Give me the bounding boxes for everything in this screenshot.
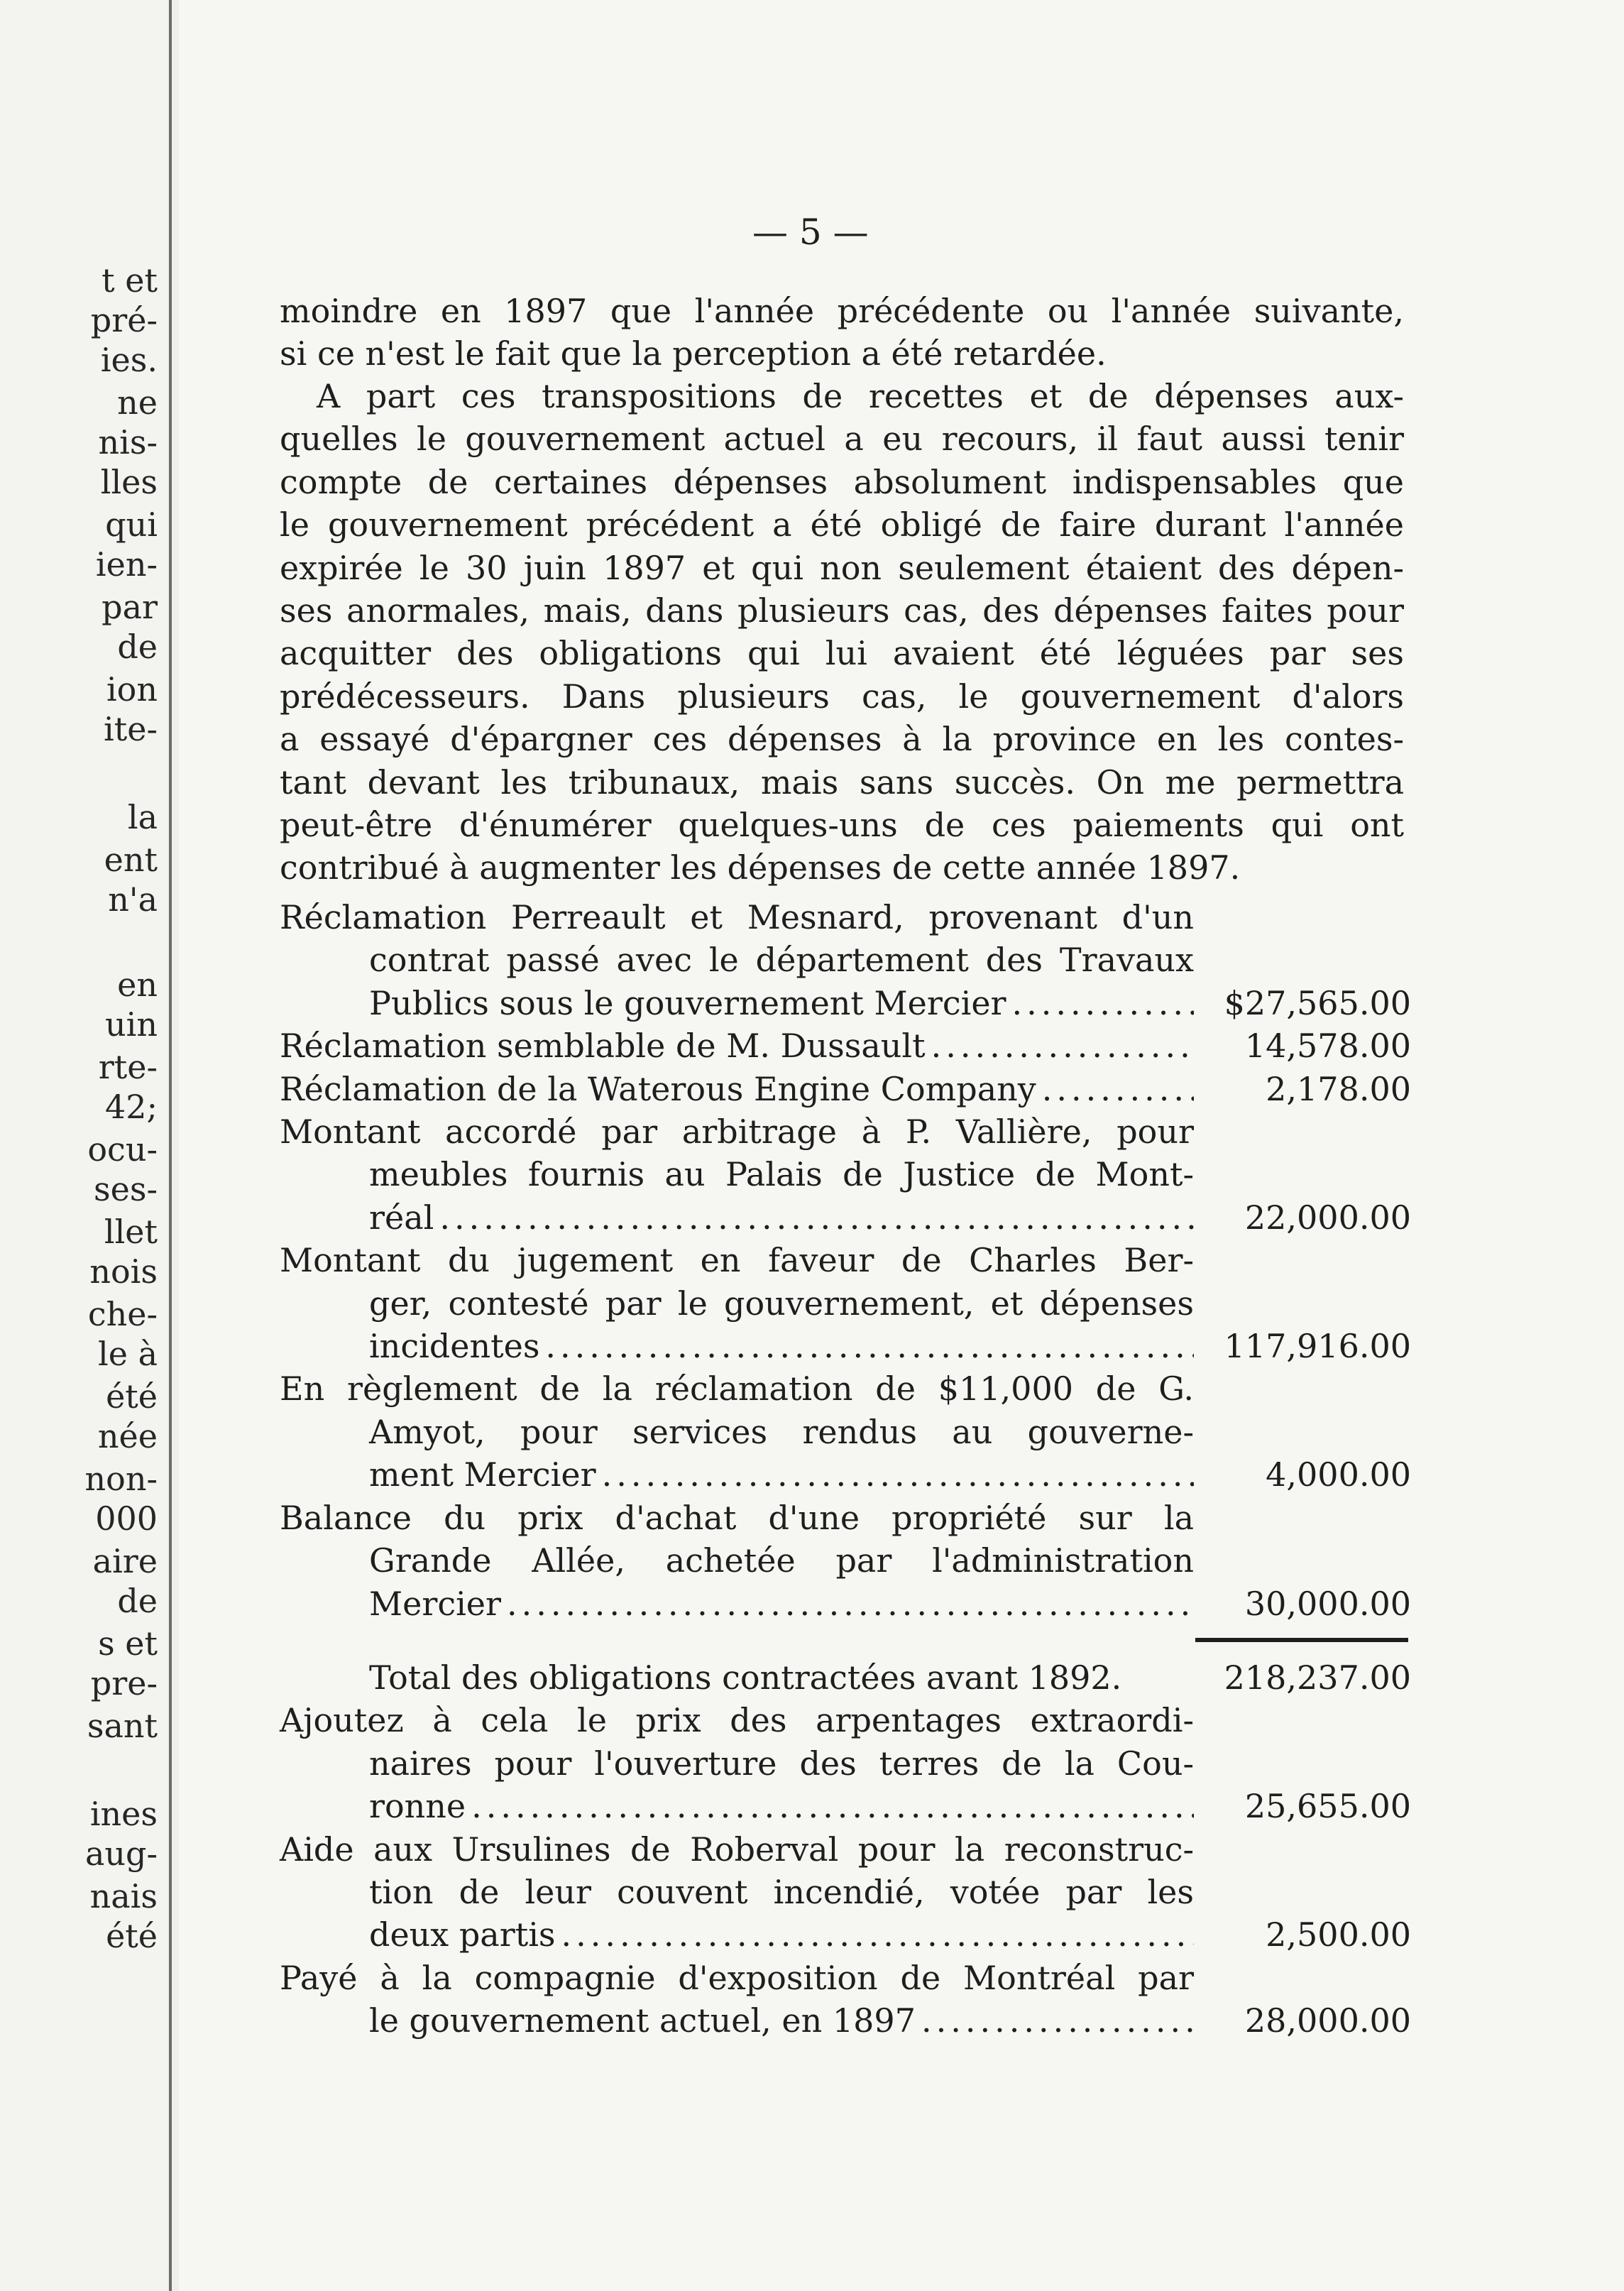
facing-page-word: non-: [84, 1460, 158, 1498]
facing-page-word: été: [106, 1377, 158, 1416]
text-line: ses anormales, mais, dans plusieurs cas, des dépenses faites pour: [280, 591, 1404, 630]
text-line: tant devant les tribunaux, mais sans succès. On me permettra: [280, 762, 1404, 802]
ledger-entry: [280, 1110, 1411, 1239]
entry-line: meubles fournis au Palais de Justice de Mont-: [369, 1155, 1194, 1194]
dot-leader: [434, 1196, 1194, 1239]
entry-amount: 28,000.00: [1244, 2001, 1411, 2040]
facing-page-word: qui: [105, 505, 158, 544]
facing-page-word: ent: [104, 841, 158, 879]
entry-amount: 2,178.00: [1266, 1069, 1411, 1108]
text-line: contribué à augmenter les dépenses de cette année 1897.: [280, 848, 1241, 887]
entry-line: contrat passé avec le département des Travaux: [369, 941, 1194, 980]
binding-gutter: [169, 0, 172, 2291]
entry-description: [280, 1699, 1194, 1827]
page-number: — 5 —: [752, 212, 869, 253]
entry-description: [280, 1957, 1194, 2043]
total-label: Total des obligations contractées avant 1892.: [369, 1658, 1122, 1697]
entry-line: tion de leur couvent incendié, votée par les: [369, 1872, 1194, 1911]
facing-page-word: ion: [106, 670, 158, 709]
facing-page-word: aire: [92, 1542, 158, 1580]
text-line: expirée le 30 juin 1897 et qui non seulement étaient des dépen-: [280, 548, 1404, 587]
entry-line: Ajoutez à cela le prix des arpentages extraordi-: [280, 1701, 1194, 1740]
entry-line: Montant accordé par arbitrage à P. Vallière, pour: [280, 1112, 1194, 1152]
facing-page-word: ite-: [104, 710, 158, 748]
facing-page-word: lles: [100, 463, 158, 501]
entry-line-text: Mercier: [369, 1584, 501, 1623]
entry-description: [280, 896, 1194, 1024]
facing-page-word: été: [106, 1917, 158, 1955]
entry-description: [280, 1828, 1194, 1957]
facing-page-word: de: [117, 628, 158, 666]
facing-page-word: rte-: [98, 1048, 158, 1086]
entry-line: [280, 1999, 1194, 2042]
text-line: peut-être d'énumérer quelques-uns de ces paiements qui ont: [280, 806, 1404, 845]
entry-amount: $27,565.00: [1224, 983, 1411, 1022]
facing-page-word: llet: [104, 1213, 158, 1251]
paragraph-main: [280, 375, 1404, 890]
facing-page-word: ies.: [100, 341, 158, 379]
facing-page-word: pré-: [90, 301, 158, 339]
entry-line: [280, 1325, 1194, 1367]
dot-leader: [926, 1024, 1194, 1067]
ledger-entry: [280, 1239, 1411, 1367]
text-line: quelles le gouvernement actuel a eu recours, il faut aussi tenir: [280, 420, 1404, 459]
entry-line: [280, 1913, 1194, 1956]
total-rule-wrap: [280, 1625, 1411, 1656]
entry-description: [280, 1024, 1194, 1067]
entry-line: Balance du prix d'achat d'une propriété sur la: [280, 1498, 1194, 1537]
dot-leader: [466, 1785, 1194, 1827]
facing-page-word: 000: [95, 1499, 158, 1538]
entry-line: Payé à la compagnie d'exposition de Montréal par: [280, 1958, 1194, 1997]
text-line: A part ces transpositions de recettes et de dépenses aux-: [317, 377, 1404, 415]
entry-description: [280, 1239, 1194, 1367]
entry-line-text: deux partis: [369, 1915, 556, 1954]
entry-line-text: Réclamation semblable de M. Dussault: [280, 1027, 926, 1066]
text-line: le gouvernement précédent a été obligé de faire durant l'année: [280, 505, 1404, 545]
ledger-entry: [280, 1828, 1411, 1957]
facing-page-word: nais: [89, 1877, 158, 1915]
dot-leader: [556, 1913, 1194, 1956]
dot-leader: [501, 1582, 1194, 1625]
facing-page-word: nois: [89, 1252, 158, 1291]
facing-page-word: la: [127, 798, 158, 836]
text-line: si ce n'est le fait que la perception a été retardée.: [280, 334, 1107, 373]
facing-page-word: uin: [105, 1005, 158, 1044]
facing-page-word: ines: [89, 1795, 158, 1833]
ledger-entry: [280, 1068, 1411, 1110]
entry-amount: 117,916.00: [1224, 1327, 1411, 1366]
entry-line-text: Publics sous le gouvernement Mercier: [369, 983, 1006, 1022]
facing-page-word: aug-: [84, 1835, 158, 1873]
entry-amount: 30,000.00: [1244, 1584, 1411, 1623]
facing-page-word: née: [97, 1417, 158, 1455]
entry-line: [280, 982, 1194, 1024]
dot-leader: [1006, 982, 1194, 1024]
dot-leader: [596, 1453, 1194, 1496]
entry-line: Grande Allée, achetée par l'administration: [369, 1541, 1194, 1580]
facing-page-word: ocu-: [87, 1130, 158, 1169]
paragraph-continued: [280, 290, 1404, 376]
dot-leader: [916, 1999, 1194, 2042]
facing-page-word: 42;: [104, 1088, 158, 1126]
facing-page-word: nis-: [98, 423, 158, 461]
facing-page-word: de: [117, 1582, 158, 1620]
entry-description: [280, 1497, 1194, 1625]
entry-line: [280, 1785, 1194, 1827]
expense-ledger: [280, 896, 1411, 2043]
facing-page-word: ien-: [95, 545, 158, 584]
entry-line: [280, 1068, 1194, 1110]
entry-line: Montant du jugement en faveur de Charles Ber-: [280, 1241, 1194, 1280]
entry-line-text: incidentes: [369, 1327, 540, 1366]
entry-line: Réclamation Perreault et Mesnard, provenant d'un: [280, 898, 1194, 936]
entry-line-text: Réclamation de la Waterous Engine Company: [280, 1069, 1036, 1108]
ledger-entry: [280, 1957, 1411, 2043]
facing-page-word: sant: [87, 1707, 158, 1745]
entry-amount: 4,000.00: [1266, 1455, 1411, 1494]
entry-line-text: ment Mercier: [369, 1455, 596, 1494]
entry-line-text: le gouvernement actuel, en 1897: [369, 2001, 916, 2040]
entry-amount: 14,578.00: [1244, 1027, 1411, 1066]
facing-page-word: n'a: [108, 880, 158, 919]
text-line: compte de certaines dépenses absolument indispensables que: [280, 462, 1404, 501]
ledger-entry: [280, 1699, 1411, 1827]
entry-description: [280, 1068, 1194, 1110]
entry-line-text: ronne: [369, 1787, 466, 1826]
entry-line: ger, contesté par le gouvernement, et dépenses: [369, 1284, 1194, 1323]
total-label-wrap: [280, 1656, 1194, 1699]
entry-line: [280, 1453, 1194, 1496]
entry-line: [280, 1582, 1194, 1625]
entry-line: [280, 1024, 1194, 1067]
dot-leader: [539, 1325, 1194, 1367]
entry-amount: 2,500.00: [1266, 1915, 1411, 1954]
entry-line: naires pour l'ouverture des terres de la Cou-: [369, 1744, 1194, 1783]
ledger-entry: [280, 1367, 1411, 1496]
text-line: a essayé d'épargner ces dépenses à la province en les contes-: [280, 720, 1404, 759]
facing-page-word: s et: [98, 1624, 158, 1663]
entry-line-text: réal: [369, 1198, 434, 1237]
facing-page-word: t et: [102, 261, 158, 300]
facing-page-word: che-: [87, 1295, 158, 1333]
facing-page-word: le à: [98, 1335, 158, 1373]
text-line: moindre en 1897 que l'année précédente ou l'année suivante,: [280, 292, 1404, 330]
facing-page-word: ne: [117, 383, 158, 422]
total-rule: [1195, 1638, 1408, 1642]
entry-amount: 25,655.00: [1244, 1787, 1411, 1826]
entry-line: En règlement de la réclamation de $11,000 de G.: [280, 1369, 1194, 1409]
dot-leader: [1036, 1068, 1194, 1110]
entry-line: [280, 1196, 1194, 1239]
entry-description: [280, 1110, 1194, 1239]
facing-page-word: ses-: [94, 1170, 158, 1208]
facing-page-word: pre-: [90, 1664, 158, 1702]
entry-line: Amyot, pour services rendus au gouverne-: [369, 1412, 1194, 1451]
ledger-entry: [280, 1024, 1411, 1067]
text-line: prédécesseurs. Dans plusieurs cas, le gouvernement d'alors: [280, 677, 1404, 716]
entry-description: [280, 1367, 1194, 1496]
facing-page-word: par: [102, 588, 158, 626]
entry-line: Aide aux Ursulines de Roberval pour la reconstruc-: [280, 1830, 1194, 1869]
text-line: acquitter des obligations qui lui avaient été léguées par ses: [280, 634, 1404, 673]
entry-amount: 22,000.00: [1244, 1198, 1411, 1237]
facing-page-fragment: [0, 0, 168, 2291]
total-amount: 218,237.00: [1224, 1658, 1411, 1697]
facing-page-word: en: [117, 966, 158, 1004]
total-row: [280, 1656, 1411, 1699]
ledger-entry: [280, 896, 1411, 1024]
ledger-entry: [280, 1497, 1411, 1625]
